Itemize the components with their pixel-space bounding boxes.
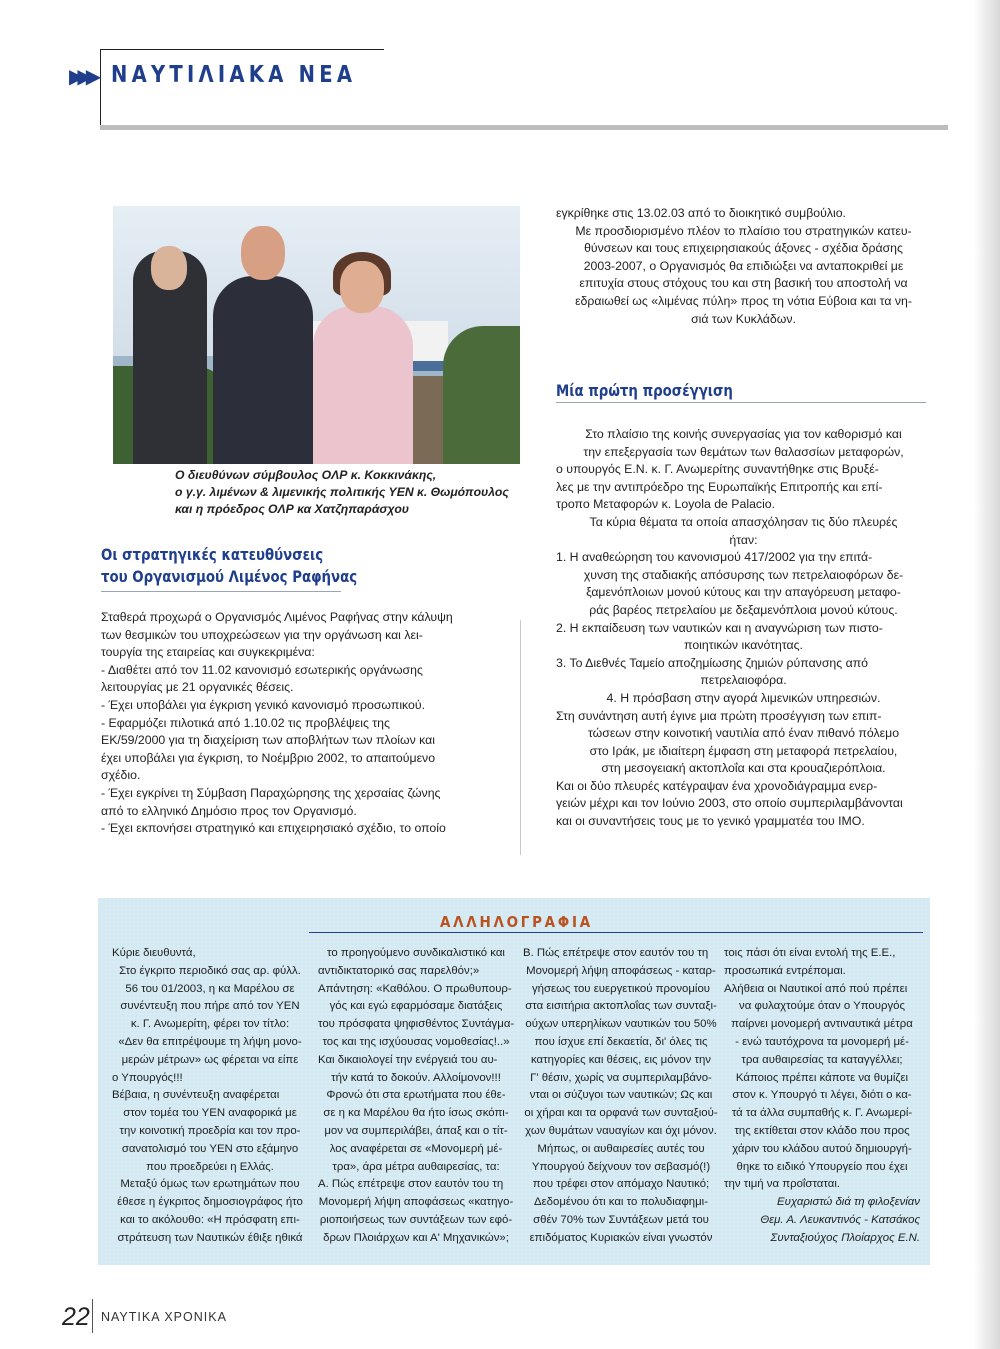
letter-line: «Δεν θα επιτρέψουμε τη λήψη μονο- (118, 1035, 302, 1048)
letter-line: που ίσχυε επί δεκαετία, δι' όλες τις (534, 1035, 708, 1048)
letter-line: του πρόσφατα ψηφισθέντος Συντάγμα- (318, 1018, 515, 1031)
letter-line: συνέντευξη που πήρε από τον ΥΕΝ (120, 1000, 300, 1013)
text-line: των θεσμικών του υποχρεώσεων για την οργάνωση και λει- (101, 627, 423, 642)
text-line: πετρελαιοφόρα. (700, 673, 787, 688)
person-center (213, 276, 313, 464)
text-line: - Έχει υποβάλει για έγκριση γενικό κανονισμό προσωπικού. (101, 697, 426, 712)
article1-continued (556, 205, 931, 328)
heading-line: Οι στρατηγικές κατευθύνσεις (101, 546, 324, 564)
letter-line: στράτευση των Ναυτικών έθιξε ηθικά (117, 1231, 303, 1244)
letter-line: Μεταξύ όμως των ερωτημάτων που (120, 1178, 300, 1191)
header-bottom-rule (100, 125, 948, 130)
text-line: Στο πλαίσιο της κοινής συνεργασίας για τον καθορισμό και (585, 427, 902, 441)
caption-line: ο γ.γ. λιμένων & λιμενικής πολιτικής ΥΕΝ κ. Θωμόπουλος (175, 485, 509, 499)
letters-title: ΑΛΛΗΛΟΓΡΑΦΙΑ (440, 913, 593, 931)
text-line: ο υπουργός Ε.Ν. κ. Γ. Ανωμερίτης συναντήθηκε στις Βρυξέ- (556, 462, 879, 477)
officials-photo (113, 206, 520, 464)
letters-column-1 (112, 945, 308, 1248)
letter-line: χων θυμάτων ναυαγίων και όχι μόνον. (525, 1124, 717, 1137)
text-line: 2. Η εκπαίδευση των ναυτικών και η αναγνώριση των πιστο- (556, 620, 883, 635)
text-line: ήταν: (729, 532, 758, 547)
letter-line: Υπουργού δείχνουν τον σεβασμό(!) (531, 1160, 711, 1173)
letter-line: τήν κατά το δοκούν. Αλλοίμονον!!! (331, 1071, 501, 1084)
article1-body (101, 609, 511, 838)
letter-line: Αλήθεια οι Ναυτικοί από πού πρέπει (724, 982, 908, 995)
letter-line: Μονομερή λήψη αποφάσεως «κατηγο- (318, 1196, 514, 1209)
letter-line: τρα», άρα μέτρα αυθαιρεσίας, τα: (332, 1160, 500, 1173)
text-line: ΕΚ/59/2000 για τη διαχείριση των αποβλήτων των πλοίων και (101, 733, 436, 748)
letter-line: προσωπικά εντρέπομαι. (724, 964, 846, 977)
text-line: - Έχει εκπονήσει στρατηγικό και επιχειρησιακό σχέδιο, το οποίο (101, 821, 446, 836)
letter-line: Απάντηση: «Καθόλου. Ο πρωθυπουρ- (318, 982, 512, 995)
text-line: - Εφαρμόζει πιλοτικά από 1.10.02 τις προβλέψεις της (101, 715, 390, 730)
article1-heading-rule (101, 591, 341, 592)
letter-line: λος αναφέρεται σε «Μονομερή μέ- (329, 1142, 503, 1155)
text-line: την επεξεργασία των θεμάτων των θαλασσίων μεταφορών, (583, 444, 904, 459)
text-line: εδραιωθεί ως «λιμένας πύλη» προς τη νότια Εύβοια και τα νη- (575, 293, 912, 308)
letter-line: οι χήραι και τα ορφανά των συνταξιού- (524, 1107, 718, 1120)
text-line: Στη συνάντηση αυτή έγινε μια πρώτη προσέγγιση των επιπ- (556, 708, 882, 723)
caption-line: Ο διευθύνων σύμβουλος ΟΛΡ κ. Κοκκινάκης, (175, 468, 437, 482)
letter-line: Και δικαιολογεί την ενέργειά του αυ- (318, 1053, 498, 1066)
text-line: σχέδιο. (101, 768, 141, 783)
letters-column-4 (724, 945, 920, 1248)
letter-line: δρων Πλοιάρχων και Α' Μηχανικών»; (323, 1231, 509, 1244)
signature-line: Ευχαριστώ διά τη φιλοξενίαν (777, 1196, 920, 1209)
article1-heading (101, 544, 357, 588)
letter-line: και το ακόλουθο: «Η πρόσφατη επι- (120, 1213, 300, 1226)
text-line: χυνση της σταδιακής απόσυρσης των πετρελαιοφόρων δε- (583, 567, 904, 582)
signature-line: Θεμ. Α. Λευκαντινός - Κατσάκος (760, 1213, 920, 1226)
letter-line: Α. Πώς επέτρεψε στον εαυτόν του τη (318, 1178, 504, 1191)
text-line: σιά των Κυκλάδων. (691, 311, 796, 326)
text-line: τροπο Μεταφορών κ. Loyola de Palacio. (556, 497, 776, 512)
text-line: ράς βαρέος πετρελαίου με δεξαμενόπλοια μονού κύτους. (589, 602, 898, 617)
letter-line: της εκτίθεται στον κλάδο που προς (734, 1124, 910, 1137)
text-line: Με προσδιορισμένο πλέον το πλαίσιο του στρατηγικών κατευ- (575, 223, 912, 238)
letter-line: κατηγορίες και θέσεις, εις μόνον την (530, 1053, 712, 1066)
text-line: Τα κύρια θέματα τα οποία απασχόλησαν τις δύο πλευρές (589, 514, 898, 529)
letter-line: επιδόματος Κυριακών είναι γνωστόν (529, 1231, 713, 1244)
text-line: από το ελληνικό Δημόσιο προς τον Οργανισμό. (101, 803, 357, 818)
letter-line: σανατολισμό του ΥΕΝ στο εξάμηνο (121, 1142, 299, 1155)
text-line: Σταθερά προχωρά ο Οργανισμός Λιμένος Ραφήνας στην κάλυψη (101, 610, 453, 624)
text-line: στη μεσογειακή ακτοπλοΐα και στα κρουαζιερόπλοια. (601, 761, 886, 776)
letter-line: που προεδρεύει η Ελλάς. (146, 1160, 274, 1173)
text-line: 3. Το Διεθνές Ταμείο αποζημίωσης ζημιών ρύπανσης από (556, 655, 869, 670)
person-right (313, 306, 413, 464)
letter-line: μον να συμπεριλάβει, άπαξ και ο τίτ- (324, 1124, 508, 1137)
text-line: τουργία της εταιρείας και συγκεκριμένα: (101, 645, 315, 660)
letter-line: κ. Γ. Ανωμερίτη, φέρει τον τίτλο: (130, 1018, 290, 1031)
text-line: επιτυχία στους στόχους του και στη βασική του αποστολή να (579, 276, 908, 291)
text-line: 1. Η αναθεώρηση του κανονισμού 417/2002 για την επιτά- (556, 550, 873, 565)
letter-line: στον κ. Υπουργό τι λέγει, διότι ο κα- (732, 1089, 912, 1102)
section-title: ΝΑΥΤΙΛΙΑΚΑ ΝΕΑ (111, 62, 357, 88)
letter-line: θηκε το ειδικό Υπουργείο που έχει (736, 1160, 908, 1173)
letter-line: Στο έγκριτο περιοδικό σας αρ. φύλλ. (119, 964, 301, 977)
letter-line: 56 του 01/2003, η κα Μαρέλου σε (125, 982, 295, 995)
letters-column-3 (523, 945, 719, 1248)
article2-heading: Μία πρώτη προσέγγιση (556, 382, 733, 400)
text-line: στο Ιράκ, με ιδιαίτερη έμφαση στη μεταφορά πετρελαίου, (589, 743, 898, 758)
article2-body (556, 426, 931, 831)
text-line: γειών μέχρι και τον Ιούνιο 2003, στο οποίο συμπεριλαμβάνονται (556, 796, 903, 811)
magazine-name: ΝΑΥΤΙΚΑ ΧΡΟΝΙΚΑ (101, 1310, 227, 1324)
letter-line: τοις πάσι ότι είναι εντολή της Ε.Ε., (724, 947, 896, 959)
letter-line: Κύριε διευθυντά, (112, 947, 196, 959)
photo-caption (175, 467, 535, 518)
letter-line: Μήπως, οι αυθαιρεσίες αυτές του (537, 1142, 705, 1155)
letter-line: ο Υπουργός!!! (112, 1071, 183, 1084)
letter-line: Βέβαια, η συνέντευξη αναφέρεται (112, 1089, 280, 1102)
letter-line: Γ' θέσιν, χωρίς να συμπεριλαμβάνο- (530, 1071, 712, 1084)
letter-line: το προηγούμενο συνδικαλιστικό και (327, 947, 505, 959)
letter-line: που τρέφει στον απόμαχο Ναυτικό; (532, 1178, 710, 1191)
text-line: έχει υποβάλει για έγκριση, το Νοέμβριο 2002, το απαιτούμενο (101, 750, 436, 765)
letter-line: στον τομέα του ΥΕΝ αναφορικά με (123, 1107, 297, 1120)
text-line: - Διαθέτει από τον 11.02 κανονισμό εσωτερικής οργάνωσης (101, 662, 423, 677)
text-line: 2003-2007, ο Οργανισμός θα επιδιώξει να ανταποκριθεί με (583, 258, 904, 273)
text-line: 4. Η πρόσβαση στην αγορά λιμενικών υπηρεσιών. (606, 690, 881, 705)
text-line: λειτουργίας με 21 οργανικές θέσεις. (101, 680, 294, 695)
letters-column-2 (318, 945, 514, 1248)
text-line: τώσεων στην κοινοτική ναυτιλία από έναν πιθανό πόλεμο (587, 726, 900, 741)
letter-line: ούχων υπερηλίκων ναυτικών του 50% (525, 1018, 717, 1031)
column-divider (520, 620, 521, 855)
letter-line: - ενώ ταυτόχρονα τα μονομερή μέ- (735, 1035, 909, 1048)
letter-line: παίρνει μονομερή αντιναυτικά μέτρα (731, 1018, 913, 1031)
letter-line: Μονομερή λήψη αποφάσεως - καταρ- (526, 964, 716, 977)
letter-line: σθέν 70% των Συντάξεων μετά του (533, 1213, 709, 1226)
header-vertical-rule (100, 49, 101, 127)
text-line: λες με την αντιπρόεδρο της Ευρωπαϊκής Επιτροπής και επί- (556, 479, 883, 494)
footer-divider (92, 1299, 93, 1333)
letter-line: Δεδομένου ότι και το πολυδιαφημι- (533, 1196, 708, 1209)
letter-line: να φυλαχτούμε όταν ο Υπουργός (739, 1000, 905, 1013)
signature-line: Συνταξιούχος Πλοίαρχος Ε.Ν. (770, 1231, 920, 1244)
header-top-rule (100, 49, 384, 50)
letters-title-rule (309, 932, 923, 933)
letter-line: μερών μέτρων» ως φέρεται να είπε (121, 1053, 299, 1066)
letter-line: την κοινοτική προεδρία και τον προ- (119, 1124, 301, 1137)
text-line: Και οι δύο πλευρές κατέγραψαν ένα χρονοδιάγραμμα ενερ- (556, 778, 878, 793)
letter-line: χάριν του κλάδου αυτού δημιουργή- (732, 1142, 912, 1155)
letter-line: Φρονώ ότι στα ερωτήματα που έθε- (326, 1089, 506, 1102)
letter-line: ριοποιήσεως των συντάξεων των εφό- (319, 1213, 513, 1226)
letter-line: τά τα άλλα συμπαθής κ. Γ. Ανωμερί- (731, 1107, 913, 1120)
triple-arrow-icon: ▶▶▶ (69, 66, 95, 88)
letter-line: Κάποιος πρέπει κάποτε να θυμίζει (735, 1071, 909, 1084)
letter-line: γήσεως του ευεργετικού προνομίου (531, 982, 711, 995)
letter-line: την τιμή να προΐσταται. (724, 1178, 841, 1191)
article2-heading-rule (556, 402, 926, 403)
heading-line: του Οργανισμού Λιμένος Ραφήνας (101, 568, 358, 586)
letter-line: Β. Πώς επέτρεψε στον εαυτόν του τη (523, 947, 709, 959)
text-line: και οι συναντήσεις τους με το γενικό γραμματέα του ΙΜΟ. (556, 814, 865, 829)
letter-line: νται οι σύζυγοι των ναυτικών; Ως και (529, 1089, 713, 1102)
letter-line: γός και εγώ εφαρμόσαμε διατάξεις (329, 1000, 503, 1013)
text-line: εγκρίθηκε στις 13.02.03 από το διοικητικό συμβούλιο. (556, 206, 846, 220)
text-line: - Έχει εγκρίνει τη Σύμβαση Παραχώρησης της χερσαίας ζώνης (101, 785, 441, 800)
text-line: ξαμενόπλοιων μονού κύτους και την απαγόρευση μεταφο- (586, 585, 901, 600)
letter-line: σε η κα Μαρέλου θα ήτο ίσως σκόπι- (323, 1107, 509, 1120)
text-line: θύνσεων και τους επιχειρησιακούς άξονες - σχέδια δράσης (584, 241, 903, 256)
page-edge-shadow (974, 0, 1000, 1349)
letter-line: τος και της ισχύουσας νομοθεσίας!..» (322, 1035, 510, 1048)
letter-line: τρα αυθαιρεσίας τα καταγγέλλει; (741, 1053, 903, 1066)
letter-line: στα εισιτήρια ακτοπλοΐας των συνταξι- (525, 1000, 717, 1013)
letter-line: έθεσε η έγκριτος δημοσιογράφος ήτο (117, 1196, 303, 1209)
page-number: 22 (62, 1303, 90, 1331)
caption-line: και η πρόεδρος ΟΛΡ κα Χατζηπαράσχου (175, 502, 409, 516)
text-line: ποιητικών ικανότητας. (684, 638, 803, 653)
letter-line: αντιδικτατορικό σας παρελθόν;» (318, 964, 480, 977)
